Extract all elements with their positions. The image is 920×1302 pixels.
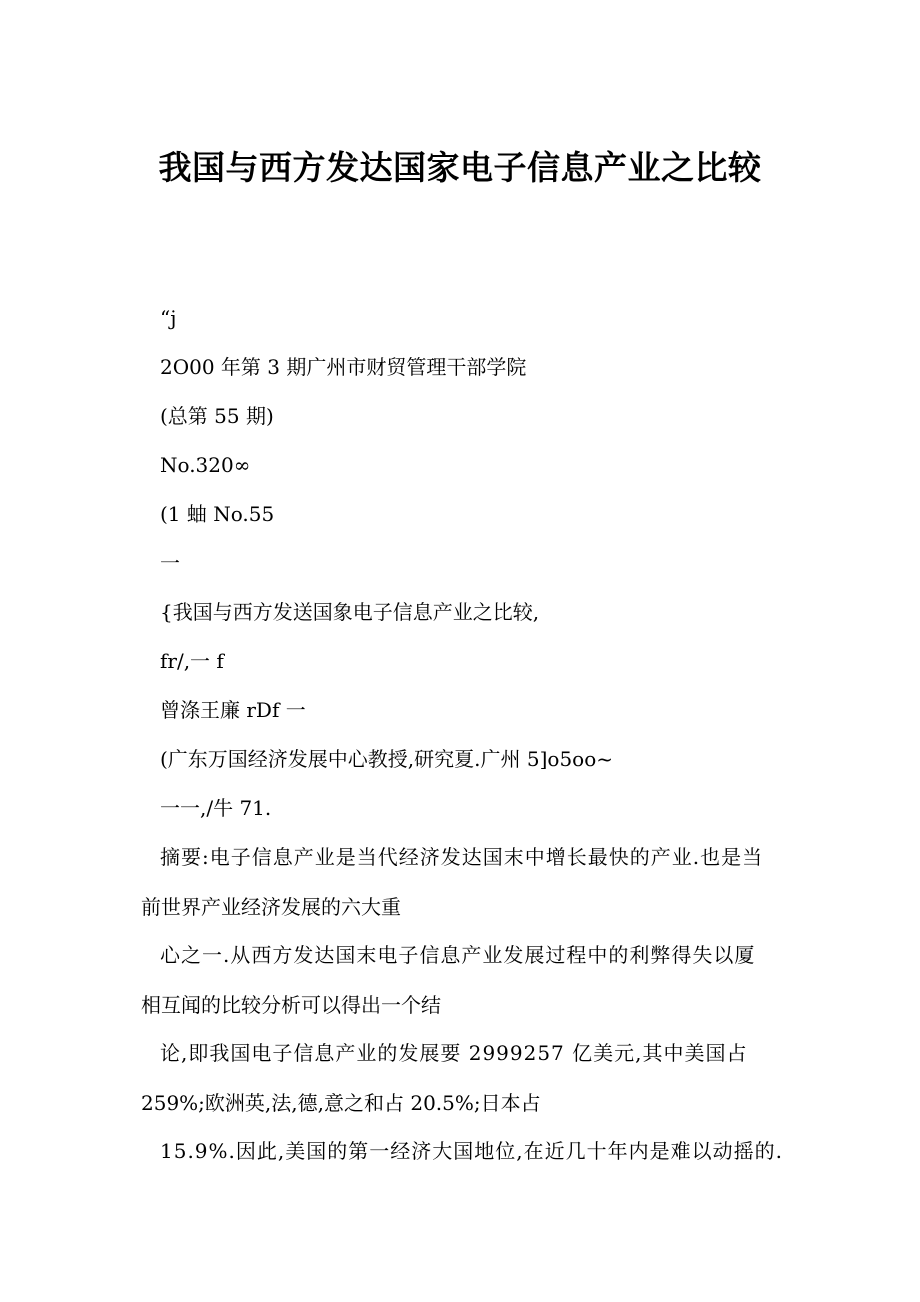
paragraph-second-line: 相互闻的比较分析可以得出一个结	[141, 993, 441, 1017]
total-issue-line: (总第 55 期)	[160, 404, 274, 428]
header-line: fr/,一 f	[160, 649, 224, 673]
paragraph-second-line: 259%;欧洲英,法,德,意之和占 20.5%;日本占	[141, 1091, 541, 1115]
header-line: 一一,/牛 71.	[160, 796, 272, 820]
journal-issue-line: 2O00 年第 3 期广州市财贸管理干部学院	[160, 355, 527, 379]
header-line: 一	[160, 551, 180, 575]
body-paragraph	[141, 1040, 785, 1116]
body-paragraph	[141, 1138, 785, 1164]
affiliation-line: (广东万国经济发展中心教授,研究夏.广州 5]o5oo~	[160, 747, 614, 771]
header-line: “j	[160, 306, 177, 330]
issue-number-line: No.320∞	[160, 453, 251, 477]
paragraph-first-line: 论,即我国电子信息产业的发展要 2999257 亿美元,其中美国占	[160, 1041, 748, 1065]
document-title: 我国与西方发达国家电子信息产业之比较	[158, 148, 762, 187]
paragraph-first-line: 摘要:电子信息产业是当代经济发达国末中增长最快的产业.也是当	[160, 845, 764, 869]
paragraph-first-line: 15.9%.因此,美国的第一经济大国地位,在近几十年内是难以动摇的.	[160, 1139, 783, 1163]
body-paragraph	[141, 942, 785, 1018]
article-title-line: {我国与西方发送国象电子信息产业之比较,	[160, 600, 540, 624]
paragraph-second-line: 前世界产业经济发展的六大重	[141, 895, 401, 919]
abstract-paragraph	[141, 844, 785, 920]
author-line: 曾涤王廉 rDf 一	[160, 698, 306, 722]
issue-number-line: (1 蚰 No.55	[160, 502, 275, 526]
paragraph-first-line: 心之一.从西方发达国末电子信息产业发展过程中的利弊得失以厦	[160, 943, 756, 967]
